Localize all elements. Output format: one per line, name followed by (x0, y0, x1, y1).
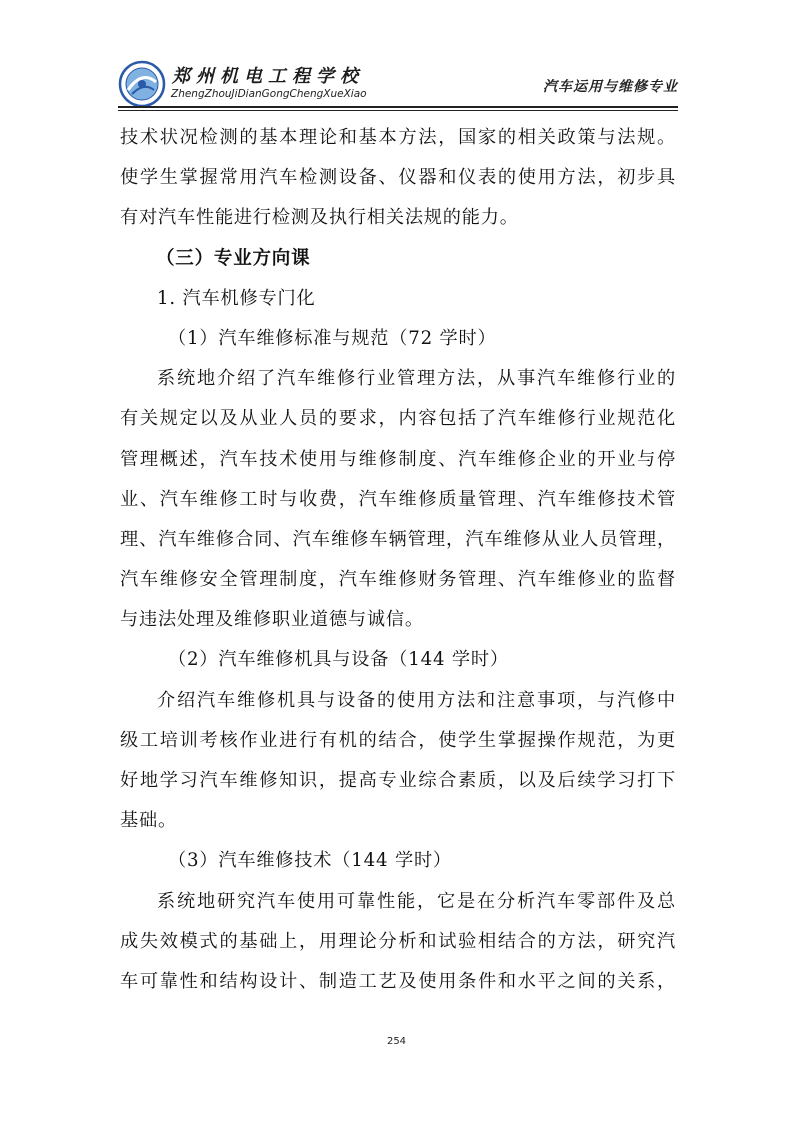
document-body (120, 118, 676, 1002)
paragraph-line: 车可靠性和结构设计、制造工艺及使用条件和水平之间的关系， (120, 970, 676, 992)
course-title: （2）汽车维修机具与设备（144 学时） (168, 649, 509, 671)
paragraph-line: 系统地介绍了汽车维修行业管理方法，从事汽车维修行业的 (157, 368, 676, 390)
header-divider (118, 106, 678, 108)
paragraph-line: 成失效模式的基础上，用理论分析和试验相结合的方法，研究汽 (120, 930, 676, 952)
paragraph-line: 汽车维修安全管理制度，汽车维修财务管理、汽车维修业的监督 (120, 569, 676, 591)
paragraph-line: 级工培训考核作业进行有机的结合，使学生掌握操作规范，为更 (120, 729, 676, 751)
page-header (118, 58, 678, 108)
paragraph-line: 基础。 (120, 810, 177, 832)
header-divider-thin (118, 110, 678, 111)
school-emblem-icon (118, 60, 166, 108)
paragraph-line: 系统地研究汽车使用可靠性能，它是在分析汽车零部件及总 (157, 890, 676, 912)
subsection-title: 1. 汽车机修专门化 (157, 287, 316, 309)
paragraph-line: 与违法处理及维修职业道德与诚信。 (120, 609, 424, 631)
text-line: 有对汽车性能进行检测及执行相关法规的能力。 (120, 207, 519, 229)
text-line: 技术状况检测的基本理论和基本方法，国家的相关政策与法规。 (120, 127, 676, 148)
text-line: 使学生掌握常用汽车检测设备、仪器和仪表的使用方法，初步具 (120, 167, 676, 189)
course-title: （3）汽车维修技术（144 学时） (168, 850, 452, 872)
major-title: 汽车运用与维修专业 (543, 79, 678, 95)
school-name-cn: 郑州机电工程学校 (172, 66, 364, 87)
school-name-pinyin: ZhengZhouJiDianGongChengXueXiao (171, 88, 367, 100)
paragraph-line: 业、汽车维修工时与收费，汽车维修质量管理、汽车维修技术管 (120, 488, 676, 510)
section-heading: （三）专业方向课 (156, 247, 311, 269)
page-number: 254 (386, 1036, 407, 1047)
paragraph-line: 管理概述，汽车技术使用与维修制度、汽车维修企业的开业与停 (120, 448, 676, 470)
paragraph-line: 有关规定以及从业人员的要求，内容包括了汽车维修行业规范化 (120, 408, 676, 430)
paragraph-line: 理、汽车维修合同、汽车维修车辆管理，汽车维修从业人员管理， (120, 528, 676, 550)
course-title: （1）汽车维修标准与规范（72 学时） (168, 327, 497, 349)
paragraph-line: 介绍汽车维修机具与设备的使用方法和注意事项，与汽修中 (157, 689, 676, 711)
paragraph-line: 好地学习汽车维修知识，提高专业综合素质，以及后续学习打下 (120, 770, 676, 791)
